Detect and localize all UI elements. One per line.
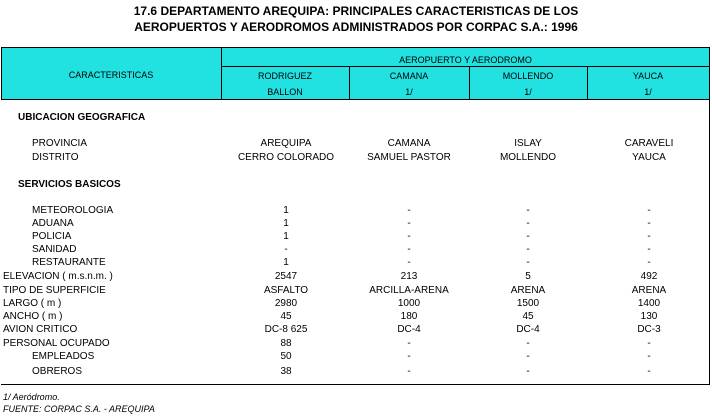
row-label: ANCHO ( m ) (3, 311, 63, 322)
row-label: DISTRITO (32, 152, 79, 163)
header-col-4-sub: 1/ (644, 87, 652, 97)
row-value: - (647, 257, 651, 268)
row-value: 45 (280, 311, 292, 322)
row-value: 492 (640, 271, 658, 282)
header-col-3-sub: 1/ (524, 87, 532, 97)
row-value: 130 (640, 311, 658, 322)
row-value: - (647, 231, 651, 242)
footnote-source: FUENTE: CORPAC S.A. - AREQUIPA (3, 404, 155, 414)
row-value: MOLLENDO (499, 152, 557, 163)
row-value: DC-4 (397, 324, 421, 335)
row-label: RESTAURANTE (32, 257, 106, 268)
row-value: - (647, 205, 651, 216)
row-value: - (526, 366, 530, 377)
row-value: - (526, 338, 530, 349)
header-col-1-sub: BALLON (267, 87, 303, 97)
row-value: - (526, 244, 530, 255)
row-label: SANIDAD (32, 244, 77, 255)
row-label: LARGO ( m ) (3, 298, 62, 309)
row-value: CAMANA (387, 138, 431, 149)
row-value: DC-3 (637, 324, 661, 335)
header-top-border (1, 47, 710, 48)
row-value: - (407, 366, 411, 377)
row-value: - (647, 338, 651, 349)
row-value: 50 (280, 351, 292, 362)
row-label: PROVINCIA (32, 138, 88, 149)
row-value: 2547 (274, 271, 298, 282)
row-value: 213 (400, 271, 418, 282)
title-line-1: 17.6 DEPARTAMENTO AREQUIPA: PRINCIPALES CARACTERISTICAS DE LOS (133, 4, 579, 18)
section-ubicacion-geografica: UBICACION GEOGRAFICA (18, 112, 146, 123)
row-value: - (647, 366, 651, 377)
row-value: - (647, 351, 651, 362)
row-label: ELEVACION ( m.s.n.m. ) (3, 271, 113, 282)
row-value: - (526, 231, 530, 242)
row-value: - (407, 218, 411, 229)
row-value: 45 (522, 311, 534, 322)
row-value: - (407, 338, 411, 349)
row-value: SAMUEL PASTOR (367, 152, 451, 163)
section-servicios-basicos: SERVICIOS BASICOS (18, 179, 121, 190)
header-col-3-name: MOLLENDO (502, 71, 554, 81)
header-row-label: CARACTERISTICAS (68, 70, 154, 80)
row-value: - (526, 218, 530, 229)
row-value: 2980 (274, 298, 298, 309)
header-group-border (221, 66, 710, 67)
table-bottom-border (1, 384, 710, 385)
row-label: POLICIA (32, 231, 72, 242)
row-label: AVION CRITICO (3, 324, 78, 335)
row-value: CARAVELI (624, 138, 674, 149)
header-col-1-name: RODRIGUEZ (258, 71, 312, 81)
row-value: 1000 (397, 298, 421, 309)
row-value: - (647, 218, 651, 229)
row-label: OBREROS (32, 366, 83, 377)
row-value: ARCILLA-ARENA (369, 285, 449, 296)
row-value: - (647, 244, 651, 255)
row-value: 1 (283, 205, 289, 216)
row-label: ADUANA (32, 218, 74, 229)
row-value: ARENA (631, 285, 667, 296)
footnote-aerodromo: 1/ Aeródromo. (3, 392, 60, 402)
row-label: PERSONAL OCUPADO (3, 338, 110, 349)
row-value: ASFALTO (263, 285, 309, 296)
row-value: YAUCA (632, 152, 666, 163)
header-col-2-name: CAMANA (389, 71, 429, 81)
header-group-label: AEROPUERTO Y AERODROMO (399, 55, 532, 65)
row-label: TIPO DE SUPERFICIE (3, 285, 106, 296)
row-value: - (407, 351, 411, 362)
header-col-4-name: YAUCA (632, 71, 664, 81)
row-label: EMPLEADOS (32, 351, 95, 362)
row-value: ARENA (510, 285, 546, 296)
row-value: DC-4 (516, 324, 540, 335)
body-right-border (709, 100, 710, 384)
row-value: 1400 (637, 298, 661, 309)
row-value: 1500 (516, 298, 540, 309)
row-value: 1 (283, 218, 289, 229)
row-value: 1 (283, 231, 289, 242)
row-value: - (284, 244, 288, 255)
row-value: - (526, 257, 530, 268)
row-value: - (407, 205, 411, 216)
row-value: 88 (280, 338, 292, 349)
row-label: METEOROLOGIA (32, 205, 114, 216)
row-value: 5 (525, 271, 531, 282)
row-value: DC-8 625 (264, 324, 308, 335)
header-col-2-sub: 1/ (405, 87, 413, 97)
row-value: - (526, 205, 530, 216)
row-value: - (526, 351, 530, 362)
row-value: CERRO COLORADO (237, 152, 335, 163)
row-value: - (407, 244, 411, 255)
row-value: AREQUIPA (260, 138, 312, 149)
title-line-2: AEROPUERTOS Y AERODROMOS ADMINISTRADOS POR CORPAC S.A.: 1996 (134, 20, 578, 34)
row-value: 1 (283, 257, 289, 268)
row-value: 38 (280, 366, 292, 377)
row-value: - (407, 257, 411, 268)
row-value: ISLAY (514, 138, 542, 149)
header-bottom-border (1, 99, 710, 100)
row-value: 180 (400, 311, 418, 322)
row-value: - (407, 231, 411, 242)
